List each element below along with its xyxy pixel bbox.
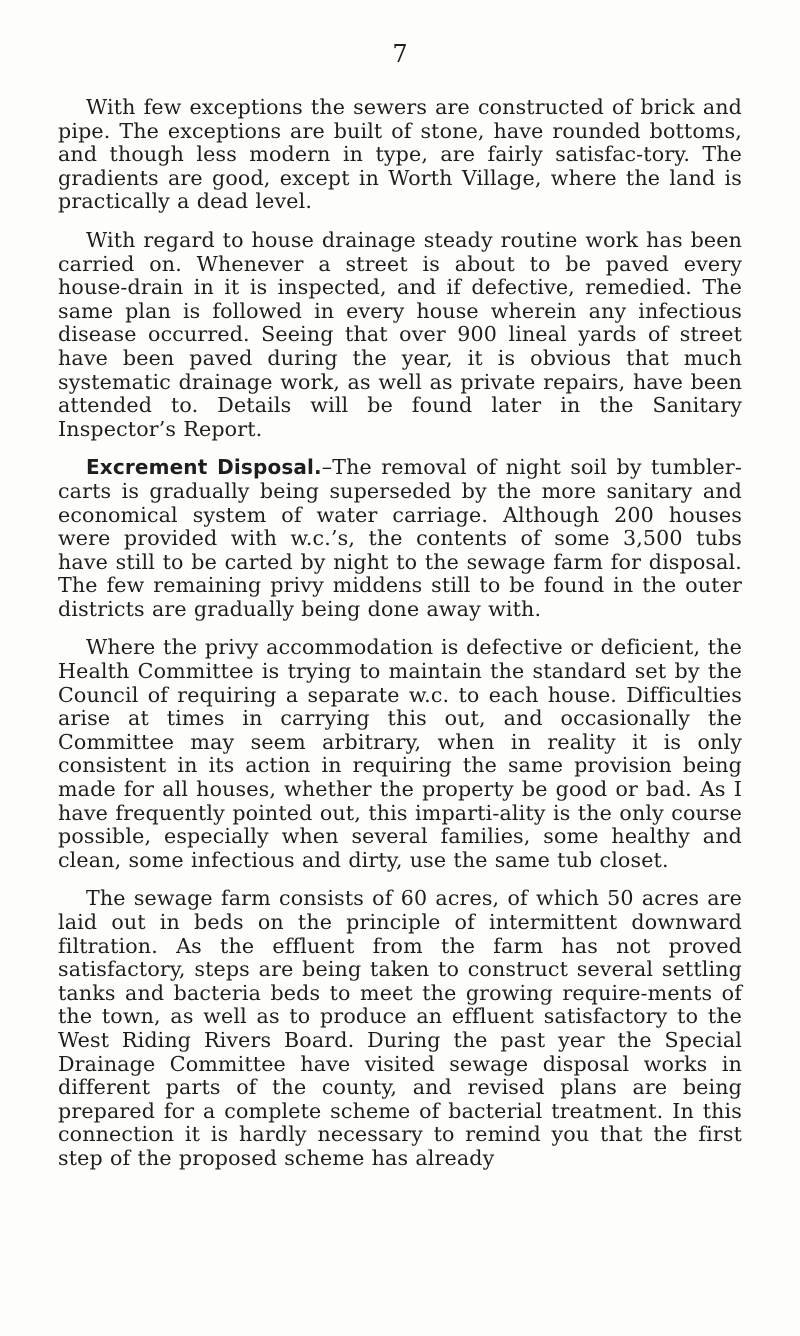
paragraph-excrement-disposal	[58, 456, 742, 621]
paragraph-text: With regard to house drainage steady routine work has been carried on. Whenever a street is about to be paved every house-drain in it is inspected, and if defective, remedied. The same plan is followed in every house wherein any infectious disease occurred. Seeing that over 900 lineal yards of street have been paved during the year, it is obvious that much systematic drainage work, as well as private repairs, have been attended to. Details will be found later in the Sanitary Inspector’s Report.	[58, 227, 742, 441]
paragraph-house-drainage	[58, 229, 742, 441]
paragraph-text: –The removal of night soil by tumbler-carts is gradually being superseded by the more sanitary and economical system of water carriage. Although 200 houses were provided with w.c.’s, the contents of some 3,500 tubs have still to be carted by night to the sewage farm for disposal. The few remaining privy middens still to be found in the outer districts are gradually being done away with.	[58, 455, 742, 621]
page-number: 7	[392, 40, 408, 68]
paragraph-sewage-farm	[58, 887, 742, 1170]
paragraph-text: With few exceptions the sewers are constructed of brick and pipe. The exceptions are built of stone, have rounded bottoms, and though less modern in type, are fairly satisfac-tory. The gradients are good, except in Worth Village, where the land is practically a dead level.	[58, 95, 742, 214]
paragraph-sewers	[58, 96, 742, 214]
body-text	[58, 96, 742, 1186]
paragraph-privy-accommodation	[58, 636, 742, 872]
paragraph-text: Where the privy accommodation is defective or deficient, the Health Committee is trying to maintain the standard set by the Council of requiring a separate w.c. to each house. Difficulties arise at times in carrying this out, and occasionally the Committee may seem arbitrary, when in reality it is only consistent in its action in requiring the same provision being made for all houses, whether the property be good or bad. As I have frequently pointed out, this imparti-ality is the only course possible, especially when several families, some healthy and clean, some infectious and dirty, use the same tub closet.	[58, 635, 742, 872]
section-heading: Excrement Disposal.	[86, 455, 322, 480]
paragraph-text: The sewage farm consists of 60 acres, of which 50 acres are laid out in beds on the principle of intermittent downward filtration. As the effluent from the farm has not proved satisfactory, steps are being taken to construct several settling tanks and bacteria beds to meet the growing require-ments of the town, as well as to produce an effluent satisfactory to the West Riding Rivers Board. During the past year the Special Drainage Committee have visited sewage disposal works in different parts of the county, and revised plans are being prepared for a complete scheme of bacterial treatment. In this connection it is hardly necessary to remind you that the first step of the proposed scheme has already	[58, 886, 742, 1170]
